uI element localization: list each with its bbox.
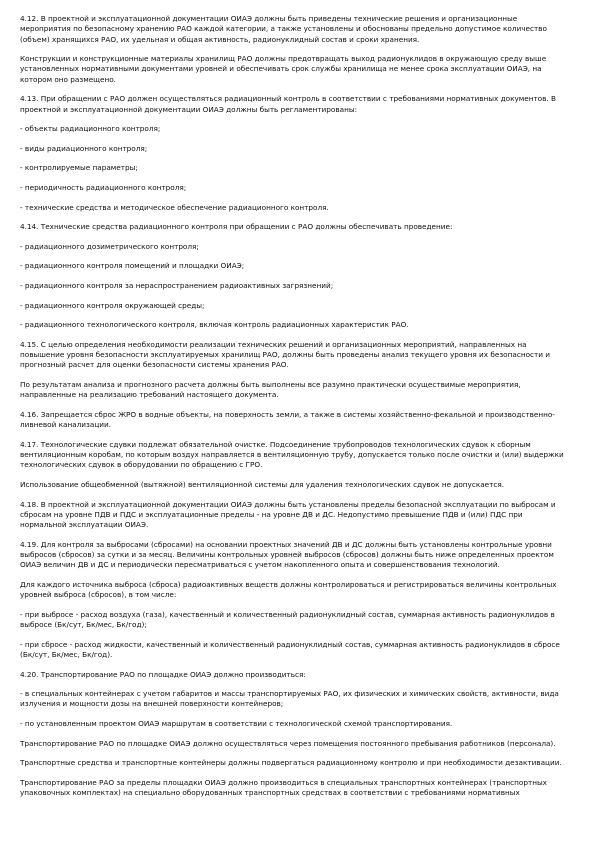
paragraph-4-19: 4.19. Для контроля за выбросами (сбросами) на основании проектных значений ДВ и ДС должны быть установлены контрольные уровни выбросов (сбросов) за сутки и за месяц. Величины контрольных уровней выбросов (сбросов) должны быть ниже определенных проектом ОИАЭ величин ДВ и ДС и периодически пересматриваться с учетом накопленного опыта и совершенствования технологий. (20, 539, 554, 570)
paragraph-transport-premises: Транспортирование РАО по площадке ОИАЭ должно осуществляться через помещения постоянного пребывания работников (персонала). (20, 738, 556, 748)
list-item-technical-means: - технические средства и методическое обеспечение радиационного контроля. (20, 202, 329, 212)
list-item-special-containers: - в специальных контейнерах с учетом габаритов и массы транспортируемых РАО, их физических и химических свойств, активности, вида излучения и мощности дозы на внешней поверхности контейнеров; (20, 689, 559, 709)
list-item-contamination-control: - радиационного контроля за нераспространением радиоактивных загрязнений; (20, 281, 334, 291)
paragraph-4-15: 4.15. С целью определения необходимости реализации технических решений и организационных мероприятий, направленных на повышение уровня безопасности эксплуатируемых хранилищ РАО, должны быть проведены анализ текущего уровня их безопасности и прогнозный расчет для оценки безопасности системы хранения РАО. (20, 339, 550, 370)
paragraph-transport-control: Транспортные средства и транспортные контейнеры должны подвергаться радиационному контролю и при необходимости дезактивации. (20, 758, 562, 768)
list-item-control-types: - виды радиационного контроля; (20, 143, 148, 153)
paragraph-offsite-transport: Транспортирование РАО за пределы площадки ОИАЭ должно производиться в специальных транспортных контейнерах (транспортных упаковочных комплектах) на специально оборудованных транспортных средствах в соответствии с требованиями нормативных (20, 777, 547, 798)
list-item-routes: - по установленным проектом ОИАЭ маршрутам в соответствии с технологической схемой транспортирования. (20, 719, 453, 729)
list-item-environment-control: - радиационного контроля окружающей среды; (20, 300, 205, 310)
list-item-emission: - при выбросе - расход воздуха (газа), качественный и количественный радионуклидный состав, суммарная активность радионуклидов в выбросе (Бк/сут, Бк/мес, Бк/год); (20, 609, 555, 630)
paragraph-release-sources: Для каждого источника выброса (сброса) радиоактивных веществ должны контролироваться и регистрироваться величины контрольных уровней выброса (сбросов), в том числе: (20, 579, 557, 600)
paragraph-4-12: 4.12. В проектной и эксплуатационной документации ОИАЭ должны быть приведены технические решения и организационные мероприятия по безопасному хранению РАО каждой категории, а также установлены и обоснованы предельно допустимое количество (объем) хранящихся РАО, их удельная и общая активность, радионуклидный состав и сроки хранения. (20, 14, 547, 44)
paragraph-analysis-results: По результатам анализа и прогнозного расчета должны быть выполнены все разумно практически осуществимые мероприятия, направленные на реализацию требований настоящего документа. (20, 379, 521, 400)
list-item-premises-control: - радиационного контроля помещений и площадки ОИАЭ; (20, 261, 245, 271)
paragraph-4-17: 4.17. Технологические сдувки подлежат обязательной очистке. Подсоединение трубопроводов технологических сдувок к сборным вентиляционным коробам, по которым воздух направляется в вентиляционную трубу, допускается только после очистки и (или) выдержки технологических сдувок в оборудовании по обращению с ГРО. (20, 439, 564, 470)
paragraph-4-20: 4.20. Транспортирование РАО по площадке ОИАЭ должно производиться: (20, 669, 306, 679)
paragraph-4-18: 4.18. В проектной и эксплуатационной документации ОИАЭ должны быть установлены пределы безопасной эксплуатации по выбросам и сбросам на уровне ПДВ и ПДС и эксплуатационные пределы - на уровне ДВ и ДС. Недопустимо превышение ПДВ и (или) ПДС при нормальной эксплуатации ОИАЭ. (20, 499, 556, 530)
list-item-discharge: - при сбросе - расход жидкости, качественный и количественный радионуклидный состав, суммарная активность радионуклидов в сбросе (Бк/сут, Бк/мес, Бк/год). (20, 639, 560, 659)
paragraph-storage-structures: Конструкции и конструкционные материалы хранилищ РАО должны предотвращать выход радионуклидов в окружающую среду выше установленных нормативными документами уровней и обеспечивать срок службы хранилища не менее срока эксплуатации ОИАЭ, на котором оно размещено. (20, 54, 547, 84)
list-item-control-objects: - объекты радиационного контроля; (20, 124, 161, 134)
list-item-technological-control: - радиационного технологического контроля, включая контроль радиационных характеристик РАО. (20, 320, 409, 330)
document-body (20, 14, 570, 842)
paragraph-4-14: 4.14. Технические средства радиационного контроля при обращении с РАО должны обеспечивать проведение: (20, 222, 453, 232)
list-item-dosimetric-control: - радиационного дозиметрического контроля; (20, 241, 199, 251)
paragraph-4-16: 4.16. Запрещается сброс ЖРО в водные объекты, на поверхность земли, а также в системы хозяйственно-фекальной и производственно-ливневой канализации. (20, 409, 555, 430)
list-item-control-periodicity: - периодичность радиационного контроля; (20, 183, 187, 193)
paragraph-4-13: 4.13. При обращении с РАО должен осуществляться радиационный контроль в соответствии с требованиями нормативных документов. В проектной и эксплуатационной документации ОИАЭ должны быть регламентированы: (20, 94, 556, 114)
paragraph-ventilation-prohibition: Использование общеобменной (вытяжной) вентиляционной системы для удаления технологических сдувок не допускается. (20, 479, 505, 489)
list-item-controlled-parameters: - контролируемые параметры; (20, 163, 138, 173)
